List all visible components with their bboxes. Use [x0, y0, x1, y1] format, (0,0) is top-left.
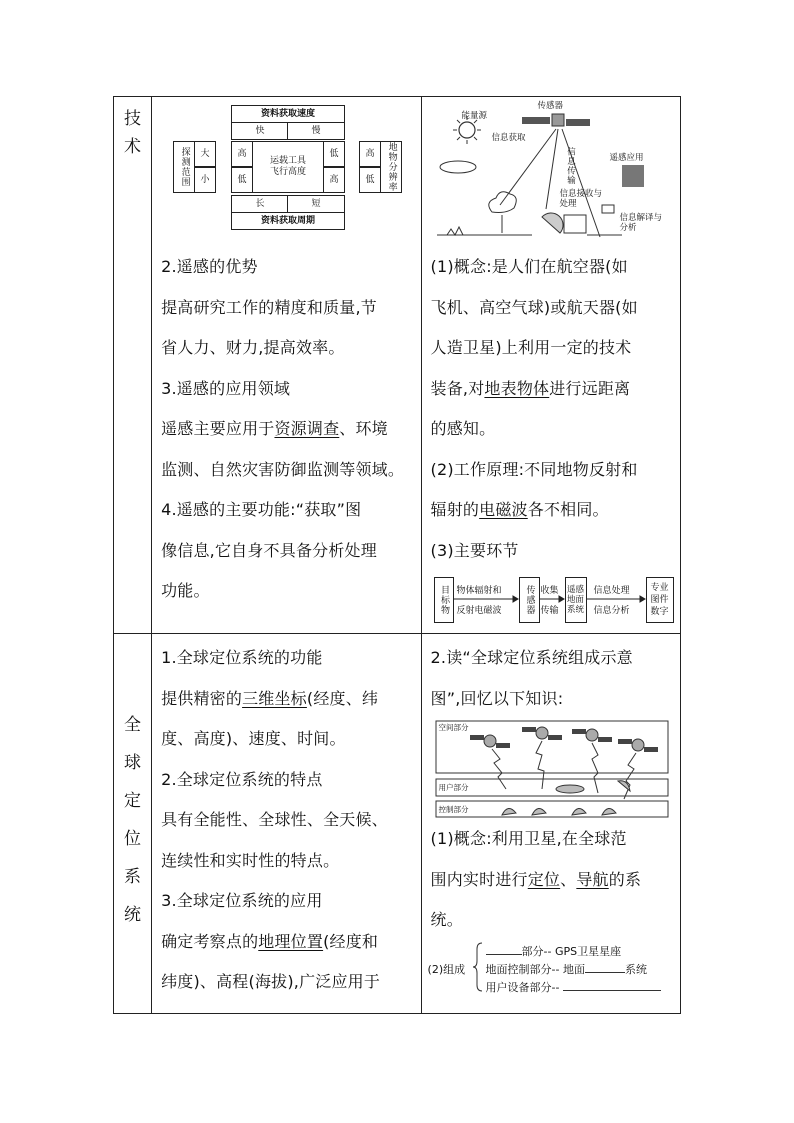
text-line: 人造卫星)上利用一定的技术 [430, 338, 632, 357]
diagram-box: 高 [323, 167, 345, 193]
diagram-box: 高 [231, 141, 253, 167]
rs-label: 信息获取 [491, 133, 526, 143]
satellite-icon [522, 114, 590, 126]
diagram-box: 长 [231, 195, 289, 213]
diagram-text: 飞行高度 [270, 167, 307, 177]
satellite-icon [470, 735, 510, 748]
underlined-answer: 电磁波 [479, 500, 528, 519]
label-char: 全 [124, 715, 142, 735]
rs-label: 信息接收与处理 [559, 189, 603, 209]
flow-label: 信息处理 [593, 586, 630, 596]
text-line: 1.全球定位系统的功能 [161, 648, 323, 667]
flow-label: 信息分析 [593, 606, 630, 616]
gps-label: 控制部分 [438, 805, 469, 814]
text-span: 系统 [624, 962, 647, 976]
diagram-box: 大 [194, 141, 216, 167]
text-line: (1)概念:是人们在航空器(如 [430, 257, 628, 276]
text-span: (经度、纬 [306, 688, 379, 708]
text-line: (2)工作原理:不同地物反射和 [430, 459, 638, 479]
underlined-answer: 资源调查 [274, 419, 340, 438]
rs-label: 信息传输 [565, 147, 576, 185]
flow-box: 目标物 [434, 577, 454, 623]
composition-label: (2)组成 [427, 962, 466, 976]
text-line [422, 490, 680, 531]
label-char: 位 [124, 829, 142, 849]
label-char: 系 [124, 867, 142, 887]
row-label-technology [114, 97, 152, 634]
underlined-answer: 三维坐标 [242, 688, 307, 708]
label-char: 统 [124, 905, 142, 925]
flow-label: 物体辐射和 [456, 586, 502, 596]
diagram-box: 快 [231, 122, 289, 140]
text-line: (3)主要环节 [430, 540, 519, 560]
rs-right-cell [421, 97, 680, 634]
diagram-box: 小 [194, 167, 216, 193]
diagram-box: 慢 [287, 122, 345, 140]
rs-altitude-diagram [152, 97, 420, 247]
text-line: 像信息,它自身不具备分析处理 [161, 540, 377, 560]
dish-icon [542, 213, 563, 233]
label-char: 技 [124, 109, 142, 129]
text-span: 部分-- GPS卫星星座 [521, 944, 622, 958]
gps-label: 用户部分 [438, 783, 469, 792]
cloud-icon [440, 161, 476, 173]
text-line [152, 679, 420, 720]
text-line: 2.遥感的优势 [161, 257, 258, 276]
text-line: 连续性和实时性的特点。 [161, 850, 340, 870]
flow-label: 传输 [540, 606, 559, 616]
text-line: 监测、自然灾害防御监测等领域。 [161, 459, 405, 479]
text-span: 辐射的 [430, 500, 480, 519]
diagram-box: 短 [287, 195, 345, 213]
satellite-icon [572, 729, 612, 742]
brace-icon [472, 941, 484, 995]
composition-line [486, 943, 622, 959]
text-line: 纬度)、高程(海拔),广泛应用于 [161, 972, 381, 991]
text-line: 4.遥感的主要功能:“获取”图 [161, 500, 362, 519]
rs-left-cell [152, 97, 421, 634]
satellite-icon [618, 739, 658, 752]
rs-image-icon [622, 165, 644, 187]
text-line: 省人力、财力,提高效率。 [161, 338, 345, 357]
text-span: 用户设备部分-- [485, 980, 560, 994]
text-span: 围内实时进行 [430, 869, 528, 889]
sun-icon [459, 122, 475, 138]
text-line: 统。 [430, 910, 463, 929]
text-line: 2.读“全球定位系统组成示意 [430, 648, 633, 667]
diagram-box: 资料获取周期 [231, 212, 345, 230]
text-span: 提供精密的 [161, 688, 243, 708]
text-line: 度、高度)、速度、时间。 [161, 729, 346, 748]
flow-box: 专业图件数字 [646, 577, 674, 623]
rs-label: 信息解译与分析 [619, 213, 663, 233]
text-span: (经度和 [323, 931, 379, 951]
underlined-answer: 导航 [576, 869, 609, 889]
diagram-box: 低 [323, 141, 345, 167]
underlined-answer: 定位 [527, 869, 561, 889]
text-line [152, 409, 420, 450]
text-line [422, 860, 680, 901]
row-label-gps [114, 634, 152, 1014]
diagram-center [252, 141, 324, 193]
text-line: 3.全球定位系统的应用 [161, 891, 323, 910]
diagram-box: 低 [231, 167, 253, 193]
rs-label: 传感器 [537, 101, 564, 111]
text-span: 地面控制部分-- 地面 [485, 962, 585, 976]
diagram-box: 高 [359, 141, 381, 167]
car-icon [556, 785, 584, 793]
satellite-icon [522, 727, 562, 740]
gps-right-cell [421, 634, 680, 1014]
diagram-text: 运载工具 [270, 156, 307, 166]
building-icon [564, 215, 586, 233]
diagram-box: 地物分辨率 [380, 141, 402, 193]
text-line: 功能。 [161, 581, 210, 600]
label-char: 定 [124, 791, 142, 811]
text-span: 的系 [608, 869, 642, 889]
diagram-box: 资料获取速度 [231, 105, 345, 123]
gps-composition-diagram [422, 719, 680, 819]
answer-blank[interactable] [486, 954, 522, 955]
answer-blank[interactable] [563, 990, 661, 991]
flow-label: 收集 [540, 586, 559, 596]
text-line [152, 922, 420, 963]
flow-box: 遥感地面系统 [565, 577, 587, 623]
text-span: 、环境 [339, 419, 388, 438]
text-line [422, 369, 680, 410]
rs-flow-diagram [422, 571, 680, 629]
rs-label: 遥感应用 [609, 153, 644, 163]
rs-label: 能量源 [461, 111, 488, 121]
text-span: 、 [560, 869, 577, 889]
gps-composition-block [422, 941, 680, 997]
label-char: 球 [124, 753, 142, 773]
answer-blank[interactable] [585, 972, 625, 973]
text-line: (1)概念:利用卫星,在全球范 [430, 829, 627, 848]
underlined-answer: 地理位置 [258, 931, 324, 951]
content-table [113, 96, 681, 1014]
text-span: 装备,对 [430, 378, 485, 398]
text-line: 的感知。 [430, 419, 496, 438]
gps-label: 空间部分 [438, 723, 469, 732]
text-line: 图”,回忆以下知识: [430, 688, 564, 708]
composition-line [486, 979, 662, 995]
diagram-box: 低 [359, 167, 381, 193]
text-line: 2.全球定位系统的特点 [161, 769, 323, 789]
underlined-answer: 地表物体 [484, 378, 550, 398]
ground-station-icon [502, 808, 616, 815]
text-line: 飞机、高空气球)或航天器(如 [430, 297, 638, 317]
text-line: 具有全能性、全球性、全天候、 [161, 810, 388, 829]
text-span: 各不相同。 [527, 500, 609, 519]
text-span: 确定考察点的 [161, 931, 259, 951]
label-char: 术 [124, 137, 142, 157]
gps-left-cell [152, 634, 421, 1014]
user-dish-icon [618, 781, 630, 791]
flow-arrows [422, 571, 681, 629]
flow-box: 传感器 [519, 577, 540, 623]
flow-label: 反射电磁波 [456, 606, 502, 616]
diagram-box: 探测范围 [173, 141, 195, 193]
composition-line [486, 961, 647, 977]
text-span: 进行远距离 [549, 378, 631, 398]
text-line: 3.遥感的应用领域 [161, 378, 291, 398]
rs-process-illustration [422, 97, 680, 247]
text-line: 提高研究工作的精度和质量,节 [161, 297, 377, 317]
text-span: 遥感主要应用于 [161, 419, 275, 438]
